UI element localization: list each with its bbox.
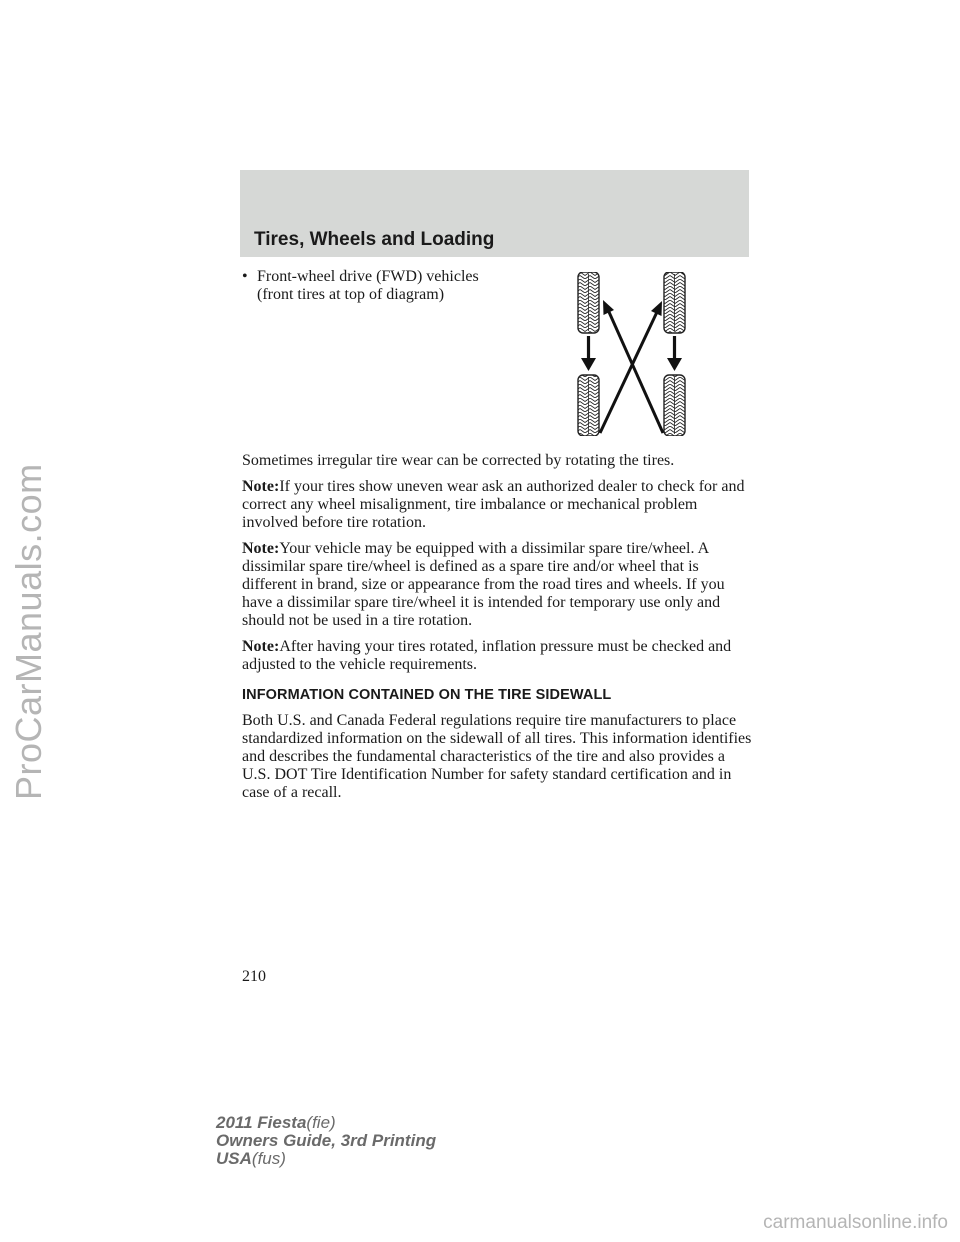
tire-rotation-diagram xyxy=(570,272,700,436)
body-text xyxy=(242,452,757,810)
section-header-band xyxy=(240,170,749,257)
note-label: Note: xyxy=(242,478,280,495)
note-paragraph xyxy=(242,540,757,630)
bullet-line-1: Front-wheel drive (FWD) vehicles xyxy=(257,268,479,285)
bullet-marker: • xyxy=(242,268,248,285)
paragraph: Sometimes irregular tire wear can be corrected by rotating the tires. xyxy=(242,452,675,469)
note-text: After having your tires rotated, inflation pressure must be checked and adjusted to the vehicle requirements. xyxy=(242,638,732,673)
side-watermark: ProCarManuals.com xyxy=(8,463,49,800)
bullet-item xyxy=(242,268,532,304)
note-paragraph xyxy=(242,478,757,532)
page-number: 210 xyxy=(242,968,266,985)
footer-market: USA xyxy=(216,1149,252,1168)
subsection-heading: INFORMATION CONTAINED ON THE TIRE SIDEWALL xyxy=(242,687,612,703)
tire-icon xyxy=(664,272,685,333)
footer-guide: Owners Guide, 3rd Printing xyxy=(216,1131,437,1150)
note-text: If your tires show uneven wear ask an authorized dealer to check for and correct any wheel misalignment, tire imbalance or mechanical problem involved before tire rotation. xyxy=(242,478,745,531)
paragraph: Both U.S. and Canada Federal regulations require tire manufacturers to place standardized information on the sidewall of all tires. This information identifies and describes the fundamental characteristics of the tire and also provides a U.S. DOT Tire Identification Number for safety standard certification and in case of a recall. xyxy=(242,712,752,801)
bottom-watermark: carmanualsonline.info xyxy=(763,1212,948,1233)
note-label: Note: xyxy=(242,638,280,655)
tire-icon xyxy=(664,375,685,436)
note-paragraph xyxy=(242,638,757,674)
section-title: Tires, Wheels and Loading xyxy=(254,229,495,250)
footer-market-code: (fus) xyxy=(251,1149,286,1168)
note-label: Note: xyxy=(242,540,280,557)
arrow-down-icon xyxy=(667,336,682,371)
footer-model: 2011 Fiesta xyxy=(216,1113,307,1132)
footer-model-code: (fie) xyxy=(306,1113,336,1132)
arrow-down-icon xyxy=(581,336,596,371)
note-text: Your vehicle may be equipped with a dissimilar spare tire/wheel. A dissimilar spare tire/wheel is defined as a spare tire and/or wheel that is different in brand, size or appearance from the road tires and wheels. If you have a dissimilar spare tire/wheel it is intended for temporary use only and should not be used in a tire rotation. xyxy=(242,540,725,629)
bullet-line-2: (front tires at top of diagram) xyxy=(257,286,445,303)
tire-icon xyxy=(578,272,599,333)
footer xyxy=(216,1114,436,1168)
tire-icon xyxy=(578,375,599,436)
